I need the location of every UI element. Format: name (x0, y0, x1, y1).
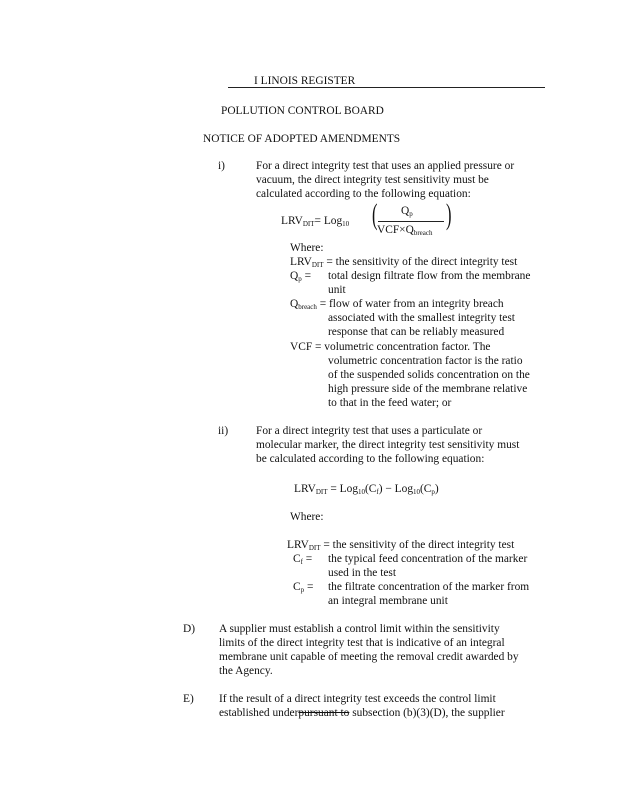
register-title: I LINOIS REGISTER (254, 75, 356, 87)
eq-i-denominator: $VCF\times Q_{breach}$ (377, 224, 433, 237)
eq-i-fraction-bar (378, 221, 444, 222)
board-title: POLLUTION CONTROL BOARD (221, 105, 384, 117)
def-ii-cf-line-1: the typical feed concentration of the marker (328, 553, 528, 565)
item-ii-line-3: be calculated according to the following equation: (256, 453, 485, 465)
eq-i-left-paren: ( (372, 198, 378, 231)
header-rule (228, 87, 545, 88)
def-i-qbreach-term: $Q_{breach}$ = flow of water from an integrity breach (290, 298, 504, 311)
def-i-qbreach-line-3: response that can be reliably measured (328, 326, 505, 338)
def-i-lrv: $LRV_{DIT}$ = the sensitivity of the direct integrity test (290, 256, 518, 269)
def-ii-cf-term: $C_f$ = (293, 553, 313, 566)
item-i-line-1: For a direct integrity test that uses an applied pressure or (256, 160, 515, 172)
item-i-line-2: vacuum, the direct integrity test sensitivity must be (256, 174, 489, 186)
def-ii-cp-line-2: an integral membrane unit (328, 595, 448, 607)
item-i-marker: i) (218, 160, 225, 172)
def-ii-lrv: $LRV_{DIT}$ = the sensitivity of the direct integrity test (287, 539, 515, 552)
item-d-line-3: membrane unit capable of meeting the removal credit awarded by (219, 651, 519, 663)
def-i-vcf-line-3: of the suspended solids concentration on the (328, 369, 530, 381)
item-ii-where: Where: (290, 511, 324, 523)
equation-ii: $LRV_{DIT} = Log_{10}(C_f) - Log_{10}(C_p)$ (294, 483, 439, 496)
def-i-qp-line-1: total design filtrate flow from the membrane (328, 270, 531, 282)
item-ii-line-1: For a direct integrity test that uses a particulate or (256, 425, 483, 437)
def-ii-cf-line-2: used in the test (328, 567, 397, 579)
item-e-line-1: If the result of a direct integrity test exceeds the control limit (219, 693, 496, 705)
def-i-vcf-line-4: high pressure side of the membrane relative (328, 383, 528, 395)
def-i-vcf-line-2: volumetric concentration factor is the ratio (328, 355, 523, 367)
eq-i-numerator: $Q_p$ (401, 205, 413, 218)
struck-text: pursuant to (298, 707, 350, 719)
def-ii-cp-term: $C_p$ = (293, 581, 314, 594)
def-i-vcf-line-5: to that in the feed water; or (328, 397, 452, 409)
def-i-qbreach-line-2: associated with the smallest integrity test (328, 312, 515, 324)
notice-title: NOTICE OF ADOPTED AMENDMENTS (203, 133, 401, 145)
item-d-line-2: limits of the direct integrity test that is indicative of an integral (219, 637, 505, 649)
def-i-vcf-term: VCF = volumetric concentration factor. The (290, 341, 491, 353)
item-d-marker: D) (183, 623, 196, 635)
eq-i-lhs: $LRV_{DIT}= Log_{10}$ (281, 215, 350, 228)
def-ii-cp-line-1: the filtrate concentration of the marker from (328, 581, 530, 593)
item-i-where: Where: (290, 242, 324, 254)
item-e-line-2: established underpursuant to subsection (b)(3)(D), the supplier (219, 707, 505, 719)
def-i-qp-line-2: unit (328, 284, 346, 296)
def-i-qp-term: $Q_p$ = (290, 270, 312, 283)
item-e-marker: E) (183, 693, 194, 705)
item-d-line-1: A supplier must establish a control limit within the sensitivity (219, 623, 500, 635)
eq-i-right-paren: ) (446, 198, 452, 231)
item-d-line-4: the Agency. (219, 665, 273, 677)
item-ii-marker: ii) (218, 425, 229, 437)
item-ii-line-2: molecular marker, the direct integrity test sensitivity must (256, 439, 520, 451)
item-i-line-3: calculated according to the following equation: (256, 188, 471, 200)
